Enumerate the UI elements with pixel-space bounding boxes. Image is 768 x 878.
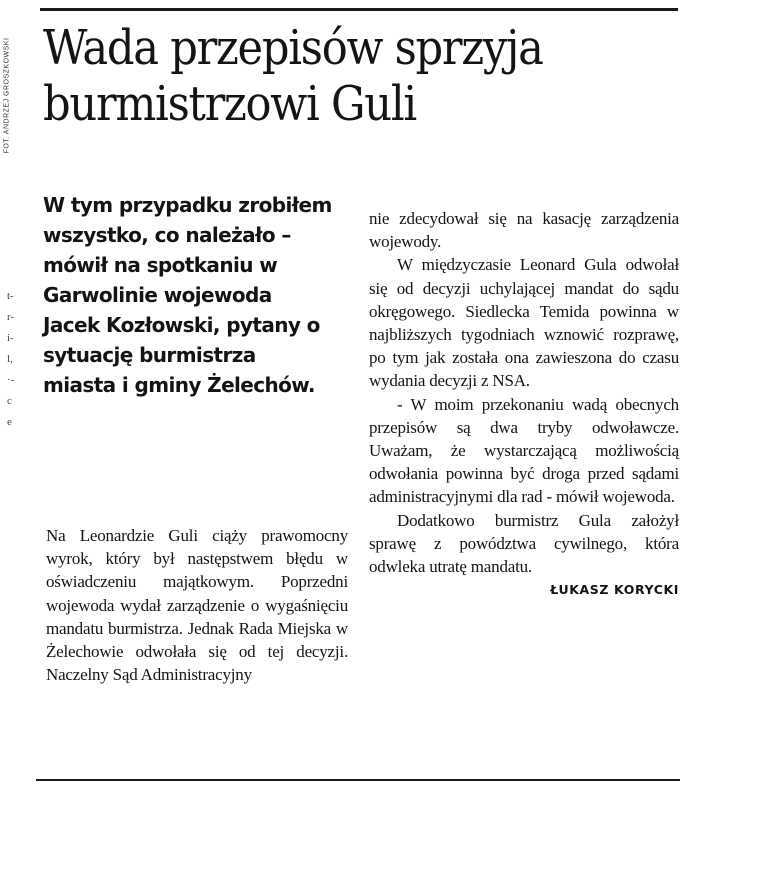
edge-mark: ·- (7, 374, 15, 386)
edge-mark: t- (7, 290, 14, 302)
edge-mark: r- (7, 311, 15, 323)
body-paragraph: - W moim przekonaniu wadą obecnych przepisów są dwa tryby odwoławcze. Uważam, że wystarczającą możliwością odwołania powinna być droga przed sądami administracyjnymi dla rad - mówił wojewoda. (369, 394, 679, 507)
edge-mark: e (7, 416, 12, 428)
edge-mark: c (7, 395, 12, 407)
body-paragraph: nie zdecydował się na kasację zarządzenia wojewody. (369, 209, 679, 252)
edge-mark: i- (7, 332, 14, 344)
author-byline: ŁUKASZ KORYCKI (550, 582, 679, 598)
left-column (46, 524, 348, 686)
right-column (369, 207, 679, 597)
body-paragraph: Na Leonardzie Guli ciąży prawomocny wyrok, który był następstwem błędu w oświadczeniu majątkowym. Poprzedni wojewoda wydał zarządzenie o wygaśnięciu mandatu burmistrza. Jednak Rada Miejska w Żelechowie odwołała się od tej decyzji. Naczelny Sąd Administracyjny (46, 526, 348, 685)
article-title: Wada przepisów sprzyja burmistrzowi Guli (43, 20, 543, 132)
edge-mark: l, (7, 353, 13, 365)
body-paragraph: W międzyczasie Leonard Gula odwołał się od decyzji uchylającej mandat do sądu okręgowego. Siedlecka Temida powinna w najbliższych tygodniach wznowić rozprawę, po tym jak została ona zawieszona do czasu wydania decyzji z NSA. (369, 255, 679, 391)
bottom-rule (36, 779, 680, 781)
photo-credit: FOT. ANDRZEJ GROSZKOWSKI (3, 37, 11, 154)
article-lead: W tym przypadku zrobiłem wszystko, co należało – mówił na spotkaniu w Garwolinie wojewoda Jacek Kozłowski, pytany o sytuację burmistrza miasta i gminy Żelechów. (43, 193, 332, 397)
edge-marks (7, 286, 14, 433)
body-paragraph: Dodatkowo burmistrz Gula założył sprawę z powództwa cywilnego, która odwleka utratę mandatu. (369, 510, 679, 577)
top-rule (40, 8, 678, 11)
